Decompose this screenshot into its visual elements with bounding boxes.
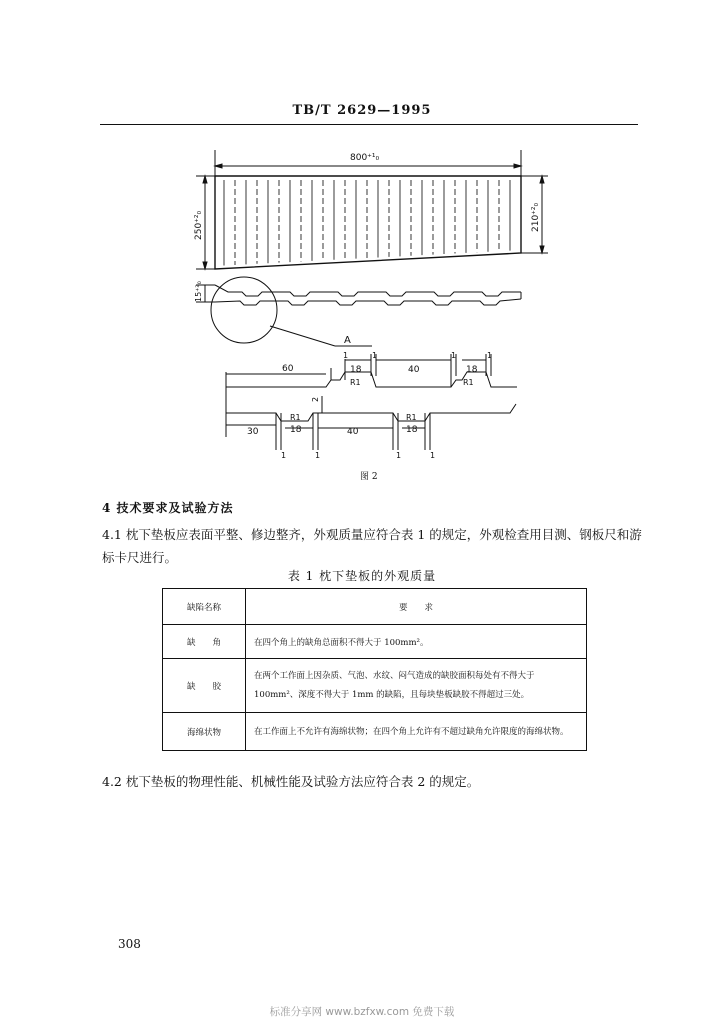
paragraph-4-2: 4.2 枕下垫板的物理性能、机械性能及试验方法应符合表 2 的规定。 [102,774,480,789]
row-defect-name: 缺 胶 [163,659,246,713]
row-defect-name: 海绵状物 [163,713,246,751]
table-row [163,713,587,751]
table-header-row [163,589,587,625]
dim-bot-18a: 18 [290,425,302,435]
table-row [163,659,587,713]
dim-bot-18b: 18 [406,425,418,435]
dim-top-1-a: 1 [343,351,349,360]
dim-bot-1-a: 1 [281,451,287,460]
technical-drawing-figure-2 [0,130,724,465]
section-4-title: 4 技术要求及试验方法 [102,501,234,515]
header-rule [100,124,638,125]
appearance-quality-table [162,588,587,751]
paragraph-4-1: 4.1 枕下垫板应表面平整、修边整齐，外观质量应符合表 1 的规定，外观检查用目测、钢板尺和游标卡尺进行。 [102,527,642,565]
row-requirement: 在工作面上不允许有海绵状物；在四个角上允许有不超过缺角允许限度的海绵状物。 [246,713,587,751]
page-number: 308 [118,937,141,951]
dim-top-1-c: 1 [451,351,457,360]
dim-bot-40: 40 [347,427,359,437]
dim-bot-1-b: 1 [315,451,321,460]
dim-r1-top-b: R1 [463,378,474,387]
row-requirement: 在四个角上的缺角总面积不得大于 100mm²。 [246,625,587,659]
dim-height-right: 210⁺²₀ [531,202,541,232]
dim-top-60: 60 [282,364,294,374]
dim-bot-1-d: 1 [430,451,436,460]
standard-number: TB/T 2629—1995 [292,103,432,118]
footer-watermark: 标准分享网 www.bzfxw.com 免费下载 [269,1006,455,1018]
table-row [163,625,587,659]
dim-height-left: 250⁺²₀ [194,210,204,240]
dim-top-40: 40 [408,365,420,375]
dim-top-1-b: 1 [372,351,378,360]
header-defect-name: 缺陷名称 [163,589,246,625]
dim-width: 800⁺¹₀ [350,153,380,163]
dim-bot-1-c: 1 [396,451,402,460]
dim-r1-top-a: R1 [350,378,361,387]
row-defect-name: 缺 角 [163,625,246,659]
dim-thickness: 15⁺²₀ [194,281,203,302]
detail-label-a: A [344,335,351,346]
dim-top-1-d: 1 [487,351,493,360]
dim-top-18b: 18 [466,365,478,375]
header-requirement: 要 求 [246,589,587,625]
dim-r1-bot-a: R1 [290,413,301,422]
figure-caption: 图 2 [360,472,378,482]
row-requirement: 在两个工作面上因杂质、气泡、水纹、闷气造成的缺胶面积每处有不得大于 100mm²、深度不得大于 1mm 的缺陷，且每块垫板缺胶不得超过三处。 [246,659,587,713]
dim-r1-bot-b: R1 [406,413,417,422]
dim-top-18a: 18 [350,365,362,375]
dim-bot-30: 30 [247,427,259,437]
dim-side-2: 2 [311,396,320,402]
table-1-caption: 表 1 枕下垫板的外观质量 [287,569,437,583]
